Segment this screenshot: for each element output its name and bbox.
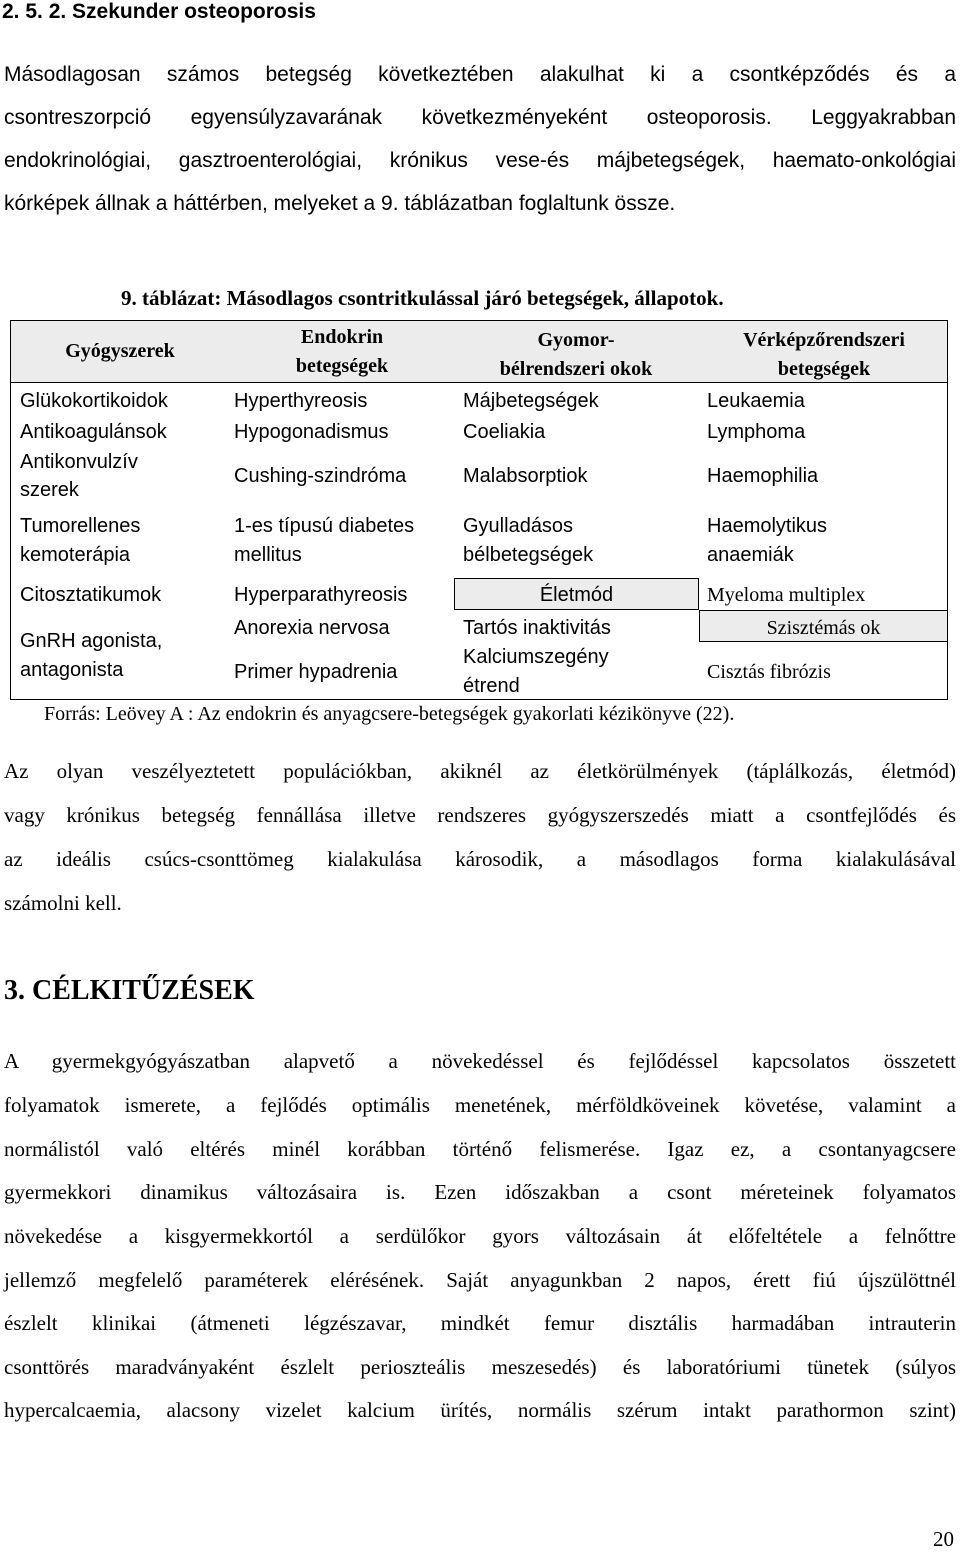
table-cell: mellitus bbox=[234, 544, 302, 566]
header-endokrin: betegségek bbox=[295, 355, 389, 377]
table-cell: kemoterápia bbox=[20, 544, 131, 566]
body-line: normálistól való eltérés minél korábban történő felismerése. Igaz ez, a csontanyagcsere bbox=[4, 1137, 956, 1161]
body-line: az ideális csúcs-csonttömeg kialakulása károsodik, a másodlagos forma kialakulásával bbox=[4, 847, 956, 871]
table-cell: Tartós inaktivitás bbox=[463, 617, 611, 639]
section-heading: 2. 5. 2. Szekunder osteoporosis bbox=[2, 0, 316, 23]
table-cell: GnRH agonista, bbox=[20, 630, 163, 652]
body-line: észlelt klinikai (átmeneti légzészavar, mindkét femur disztális harmadában intrauterin bbox=[4, 1311, 956, 1335]
body-line: gyermekkori dinamikus változásaira is. Ezen időszakban a csont méreteinek folyamatos bbox=[4, 1180, 956, 1204]
header-gyogyszerek: Gyógyszerek bbox=[65, 340, 175, 362]
table-cell: bélbetegségek bbox=[463, 544, 594, 566]
source-note: Forrás: Leövey A : Az endokrin és anyagcsere-betegségek gyakorlati kézikönyve (22). bbox=[44, 703, 735, 725]
header-endokrin: Endokrin bbox=[300, 326, 384, 348]
table-cell: anaemiák bbox=[707, 544, 794, 566]
table-cell: Glükokortikoidok bbox=[20, 390, 168, 412]
table-cell: étrend bbox=[463, 675, 520, 697]
table-cell: Myeloma multiplex bbox=[707, 584, 866, 606]
body-line: jellemző megfelelő paraméterek elérésének. Saját anyagunkban 2 napos, érett fiú újszülöttnél bbox=[4, 1268, 956, 1292]
subheader-eletmod: Életmód bbox=[539, 584, 614, 606]
body-line: hypercalcaemia, alacsony vizelet kalcium ürítés, normális szérum intakt parathormon szint) bbox=[4, 1398, 956, 1422]
body-line: Az olyan veszélyeztetett populációkban, akiknél az életkörülmények (táplálkozás, életmód) bbox=[4, 759, 956, 783]
table-cell: Anorexia nervosa bbox=[234, 617, 390, 639]
body-line: folyamatok ismerete, a fejlődés optimális menetének, mérföldköveinek követése, valamint a bbox=[4, 1093, 956, 1117]
table-cell: szerek bbox=[20, 479, 79, 501]
body-line: A gyermekgyógyászatban alapvető a növekedéssel és fejlődéssel kapcsolatos összetett bbox=[4, 1049, 956, 1073]
body-line: csonttörés maradványaként észlelt perioszteális meszesedés) és laboratóriumi tünetek (súlyos bbox=[4, 1355, 956, 1379]
table-cell: Antikonvulzív bbox=[20, 451, 138, 473]
table-cell: Haemolytikus bbox=[707, 515, 828, 537]
table-cell: Haemophilia bbox=[707, 465, 819, 487]
table-cell: Primer hypadrenia bbox=[234, 661, 398, 683]
table-cell: Malabsorptiok bbox=[463, 465, 588, 487]
header-verkepzo: betegségek bbox=[777, 358, 871, 380]
disease-table bbox=[10, 320, 948, 700]
body-line: számolni kell. bbox=[4, 891, 122, 915]
table-cell: Gyulladásos bbox=[463, 515, 574, 537]
table-cell: Májbetegségek bbox=[463, 390, 599, 412]
intro-line: Másodlagosan számos betegség következtében alakulhat ki a csontképződés és a bbox=[4, 63, 956, 86]
table-cell: Hypogonadismus bbox=[234, 421, 389, 443]
body-line: vagy krónikus betegség fennállása illetve rendszeres gyógyszerszedés miatt a csontfejlődés és bbox=[4, 803, 956, 827]
table-cell: Leukaemia bbox=[707, 390, 805, 412]
body-line: növekedése a kisgyermekkortól a serdülőkor gyors változásain át előfeltétele a felnőttre bbox=[4, 1224, 956, 1248]
table-caption: 9. táblázat: Másodlagos csontritkulással járó betegségek, állapotok. bbox=[121, 286, 724, 310]
intro-line: kórképek állnak a háttérben, melyeket a 9. táblázatban foglaltunk össze. bbox=[4, 192, 676, 215]
intro-line: endokrinológiai, gasztroenterológiai, krónikus vese-és májbetegségek, haemato-onkológiai bbox=[4, 149, 956, 172]
header-verkepzo: Vérképzőrendszeri bbox=[743, 329, 905, 351]
table-cell: 1-es típusú diabetes bbox=[234, 515, 415, 537]
table-cell: Kalciumszegény bbox=[463, 646, 609, 668]
header-gyomor: bélrendszeri okok bbox=[499, 358, 653, 380]
table-cell: antagonista bbox=[20, 659, 124, 681]
table-cell: Coeliakia bbox=[463, 421, 546, 443]
table-cell: Citosztatikumok bbox=[20, 584, 162, 606]
table-cell: Hyperparathyreosis bbox=[234, 584, 408, 606]
page-number: 20 bbox=[933, 1527, 954, 1551]
table-cell: Tumorellenes bbox=[20, 515, 141, 537]
table-cell: Cisztás fibrózis bbox=[707, 661, 831, 683]
chapter-heading: 3. CÉLKITŰZÉSEK bbox=[4, 975, 255, 1006]
intro-line: csontreszorpció egyensúlyzavarának következményeként osteoporosis. Leggyakrabban bbox=[4, 106, 956, 129]
table-cell: Antikoagulánsok bbox=[20, 421, 167, 443]
table-cell: Lymphoma bbox=[707, 421, 806, 443]
header-gyomor: Gyomor- bbox=[537, 329, 615, 351]
table-cell: Hyperthyreosis bbox=[234, 390, 368, 412]
table-cell: Cushing-szindróma bbox=[234, 465, 407, 487]
subheader-szisztemas: Szisztémás ok bbox=[766, 617, 881, 639]
